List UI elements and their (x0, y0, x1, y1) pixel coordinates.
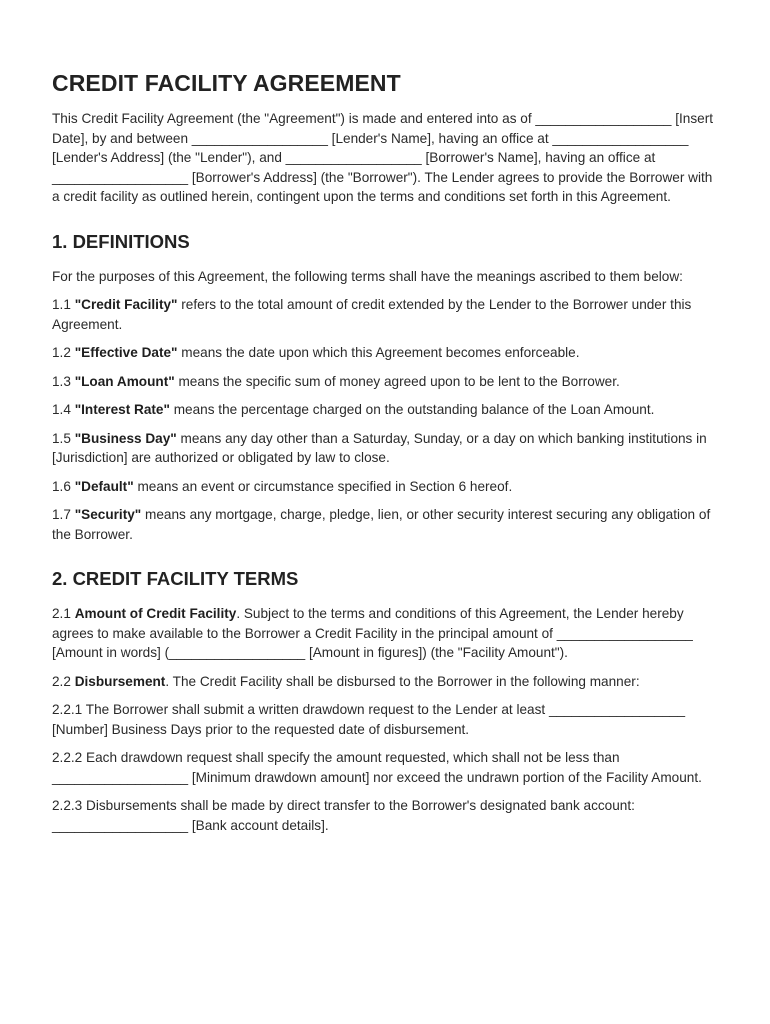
definition-item (52, 372, 720, 392)
defined-term: "Security" (74, 507, 142, 522)
terms-clause (52, 672, 720, 692)
defined-term: "Interest Rate" (74, 402, 170, 417)
defined-term: "Effective Date" (74, 345, 178, 360)
defined-term: "Credit Facility" (74, 297, 178, 312)
definition-item (52, 400, 720, 420)
clause-number: 1.6 (52, 478, 71, 494)
clause-number: 1.1 (52, 297, 71, 312)
clause-text: Each drawdown request shall specify the amount requested, which shall not be less than __________________ [Minimum drawdown amount] nor exceed the undrawn portion of the Facility Amount. (52, 750, 702, 785)
definition-item (52, 295, 720, 334)
definitions-lead: For the purposes of this Agreement, the following terms shall have the meanings ascribed to them below: (52, 268, 683, 284)
definition-text: means the specific sum of money agreed upon to be lent to the Borrower. (178, 373, 620, 389)
clause-number: 1.5 (52, 430, 71, 446)
clause-number: 2.2.3 (52, 798, 83, 813)
clause-number: 2.1 (52, 606, 71, 621)
definition-text: means an event or circumstance specified in Section 6 hereof. (137, 478, 513, 494)
clause-number: 2.2.1 (52, 702, 83, 717)
terms-clause (52, 748, 720, 787)
clause-text: The Borrower shall submit a written drawdown request to the Lender at least __________________ [Number] Business Days prior to the requested date of disbursement. (52, 702, 686, 737)
clause-number: 2.2.2 (52, 750, 83, 765)
section-heading-definitions: 1. DEFINITIONS (52, 230, 190, 252)
terms-clause (52, 700, 720, 739)
clause-text: . The Credit Facility shall be disbursed to the Borrower in the following manner: (165, 673, 640, 689)
terms-clause (52, 604, 720, 663)
definition-item (52, 477, 720, 497)
clause-text: . Subject to the terms and conditions of this Agreement, the Lender hereby agrees to make available to the Borrower a Credit Facility in the principal amount of __________________ [Amount in words] (__________________ [Amount in figures]) (the "Facility Amount"). (52, 606, 693, 660)
clause-number: 1.3 (52, 373, 71, 389)
clause-number: 1.2 (52, 345, 71, 360)
definition-text: refers to the total amount of credit extended by the Lender to the Borrower under this Agreement. (52, 297, 692, 332)
defined-term: "Loan Amount" (74, 373, 175, 389)
terms-clause (52, 796, 720, 835)
clause-number: 2.2 (52, 673, 71, 689)
document-title: CREDIT FACILITY AGREEMENT (52, 70, 401, 96)
definition-text: means any mortgage, charge, pledge, lien, or other security interest securing any obligation of the Borrower. (52, 507, 711, 542)
defined-term: "Default" (74, 478, 134, 494)
section-heading-credit-facility-terms: 2. CREDIT FACILITY TERMS (52, 568, 299, 589)
definition-item (52, 429, 720, 468)
clause-text: Disbursements shall be made by direct transfer to the Borrower's designated bank account: __________________ [Bank account details]. (52, 798, 635, 833)
definition-text: means the date upon which this Agreement becomes enforceable. (181, 345, 580, 360)
definition-item (52, 343, 720, 363)
clause-number: 1.4 (52, 402, 71, 417)
clause-term: Disbursement (74, 673, 166, 689)
clause-number: 1.7 (52, 507, 71, 522)
clause-term: Amount of Credit Facility (74, 606, 237, 621)
definition-text: means any day other than a Saturday, Sunday, or a day on which banking institutions in [Jurisdiction] are authorized or obligated by law to close. (52, 430, 707, 465)
defined-term: "Business Day" (74, 430, 177, 446)
intro-paragraph: This Credit Facility Agreement (the "Agreement") is made and entered into as of __________________ [Insert Date], by and between __________________ [Lender's Name], having an office at __________________ [Lender's Address] (the "Lender"), and __________________ [Borrower's Name], having an office at __________________ [Borrower's Address] (the "Borrower"). The Lender agrees to provide the Borrower with a credit facility as outlined herein, contingent upon the terms and conditions set forth in this Agreement. (52, 111, 714, 204)
definition-item (52, 505, 720, 544)
definition-text: means the percentage charged on the outstanding balance of the Loan Amount. (173, 402, 655, 417)
